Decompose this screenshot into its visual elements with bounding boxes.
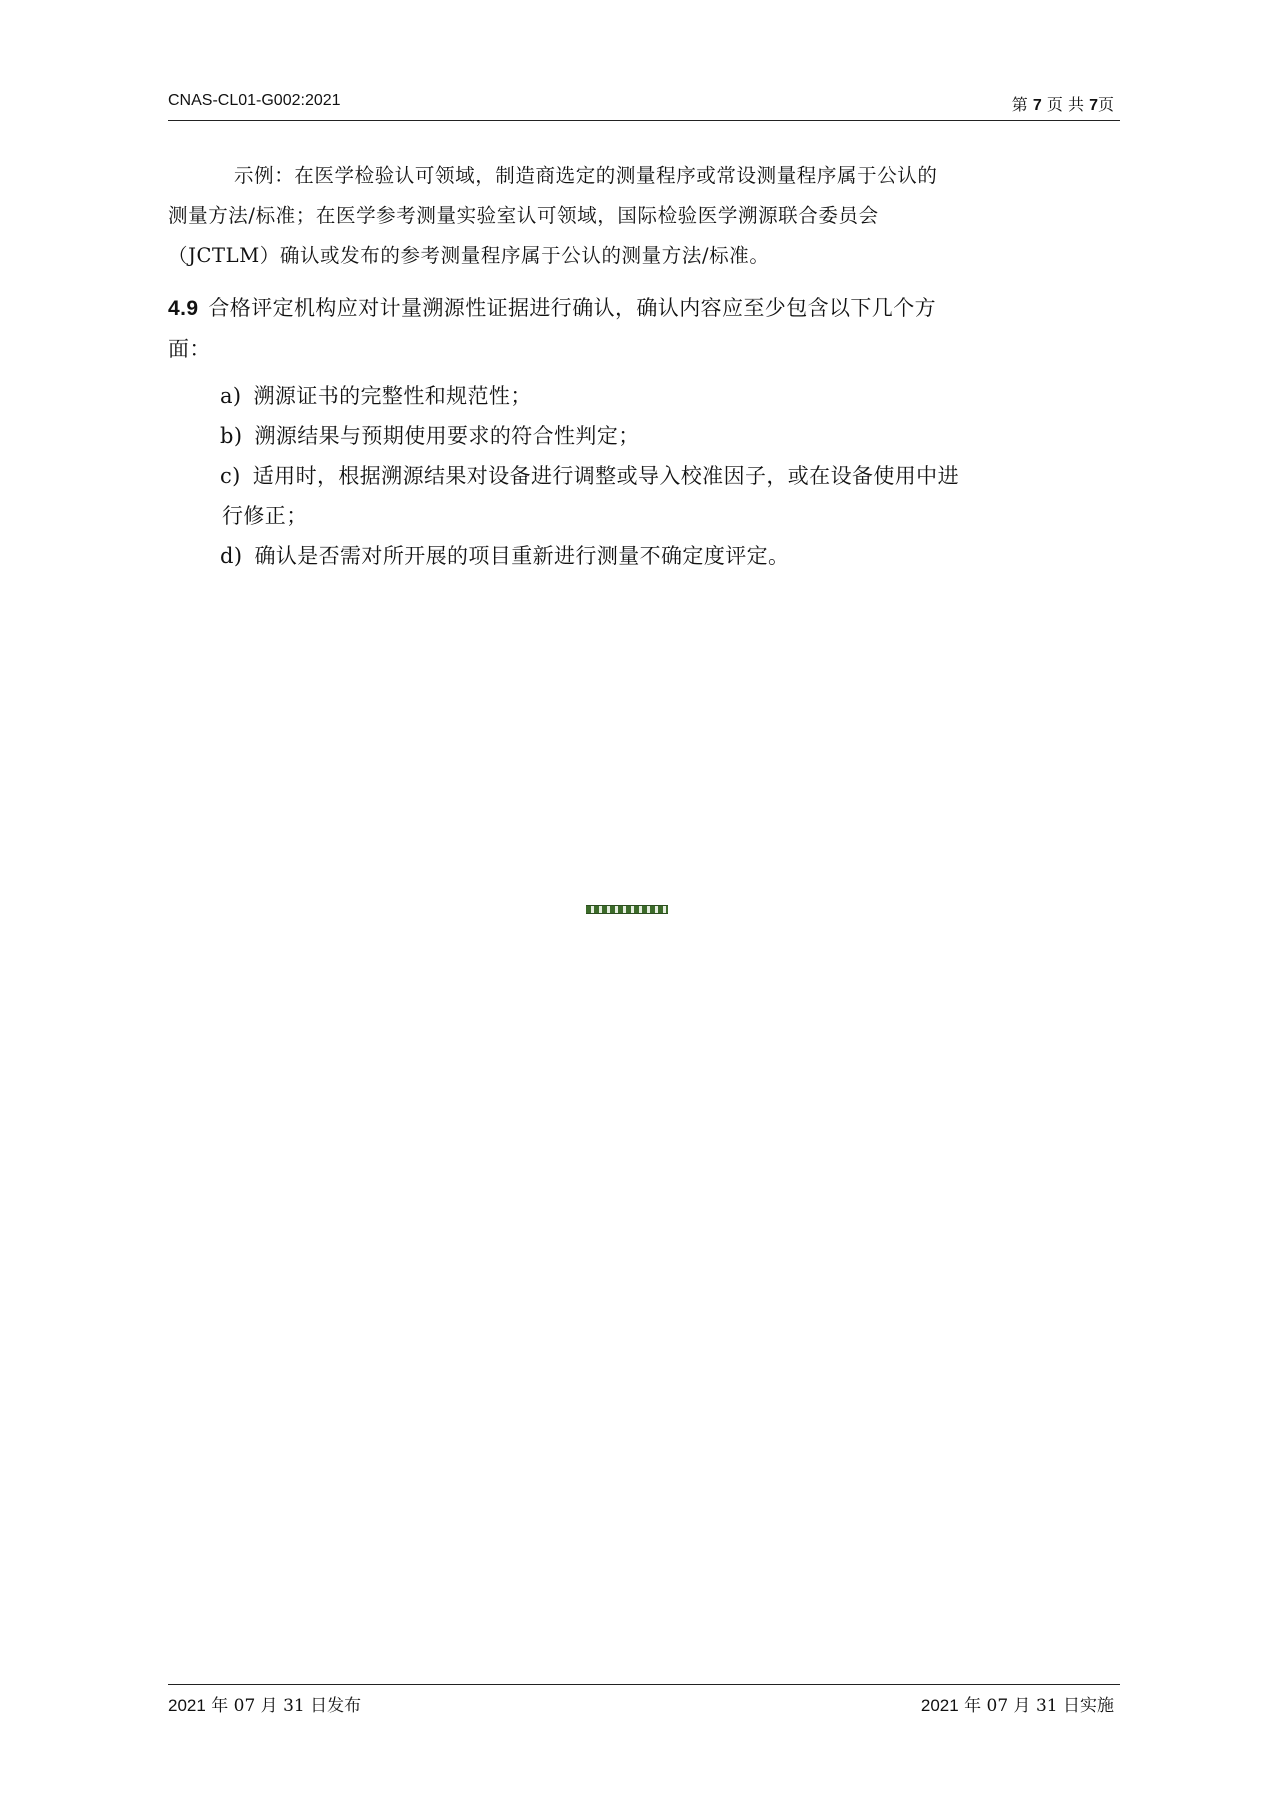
end-of-text-divider <box>586 905 668 914</box>
issue-date-rest: 年 07 月 31 日发布 <box>211 1696 362 1716</box>
implementation-date <box>921 1691 1114 1716</box>
page-number <box>1012 92 1114 115</box>
clause-text-continued: 面： <box>168 337 211 361</box>
item-text-continued: 行修正； <box>222 504 308 528</box>
page-mid: 页 共 <box>1046 95 1084 114</box>
page-prefix: 第 <box>1011 95 1028 114</box>
current-page: 7 <box>1032 97 1042 114</box>
example-note <box>168 156 1143 276</box>
example-line: （JCTLM）确认或发布的参考测量程序属于公认的测量方法/标准。 <box>168 244 770 267</box>
implementation-date-rest: 年 07 月 31 日实施 <box>964 1696 1114 1716</box>
item-text: 溯源证书的完整性和规范性； <box>253 384 532 408</box>
implementation-year: 2021 <box>920 1696 959 1715</box>
issue-date <box>168 1691 361 1716</box>
example-line: 测量方法/标准；在医学参考测量实验室认可领域，国际检验医学溯源联合委员会 <box>168 204 879 227</box>
item-text: 适用时，根据溯源结果对设备进行调整或导入校准因子，或在设备使用中进 <box>252 464 959 488</box>
clause-text: 合格评定机构应对计量溯源性证据进行确认，确认内容应至少包含以下几个方 <box>208 296 937 320</box>
clause-number: 4.9 <box>168 297 199 320</box>
page-header <box>168 92 1120 121</box>
list-item <box>220 376 1195 416</box>
clause-4-9 <box>168 288 1143 369</box>
total-pages: 7 <box>1089 97 1098 114</box>
example-line: 示例：在医学检验认可领域，制造商选定的测量程序或常设测量程序属于公认的 <box>234 164 938 187</box>
document-code: CNAS-CL01-G002:2021 <box>168 92 341 109</box>
issue-year: 2021 <box>168 1696 206 1715</box>
page-suffix: 页 <box>1097 95 1114 114</box>
list-item <box>220 536 1195 576</box>
list-item <box>220 416 1195 456</box>
item-marker: c) <box>220 464 241 488</box>
list-item <box>220 456 1195 496</box>
item-marker: d) <box>220 544 243 568</box>
requirement-list <box>220 376 1195 576</box>
page-footer <box>168 1684 1120 1725</box>
item-marker: a) <box>220 384 242 408</box>
item-text: 溯源结果与预期使用要求的符合性判定； <box>254 424 640 448</box>
item-text: 确认是否需对所开展的项目重新进行测量不确定度评定。 <box>254 544 790 568</box>
item-marker: b) <box>220 424 243 448</box>
